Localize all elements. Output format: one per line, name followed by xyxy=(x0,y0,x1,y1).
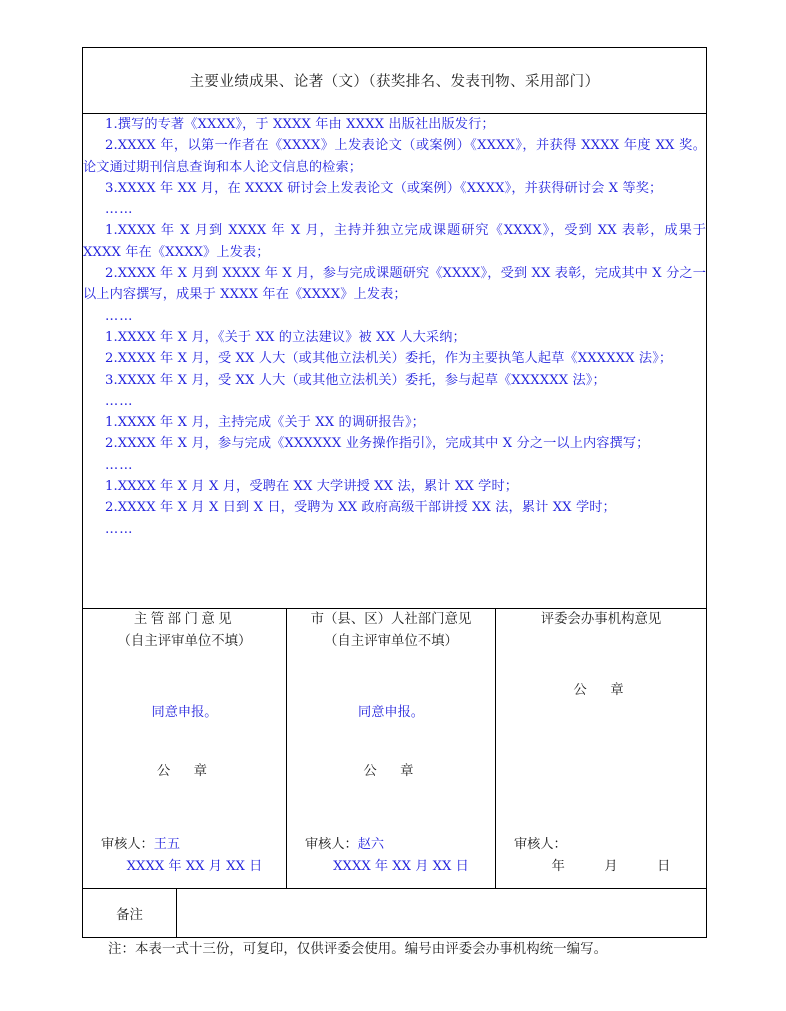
opinion-heading xyxy=(496,609,706,631)
opinion-heading-line1: 评委会办事机构意见 xyxy=(540,612,662,627)
remark-row xyxy=(83,889,707,938)
achievement-line: 3.XXXX 年 XX 月，在 XXXX 研讨会上发表论文（或案例）《XXXX》，并获得研讨会 X 等奖； xyxy=(105,180,663,196)
achievement-block xyxy=(83,327,706,412)
opinion-heading-line1: 主管部门意见 xyxy=(133,612,236,627)
reviewer-name: 赵六 xyxy=(357,837,385,852)
form-title-cell xyxy=(83,48,707,114)
title-row xyxy=(83,48,707,114)
footer-note: 注：本表一式十三份，可复印，仅供评委会使用。编号由评委会办事机构统一编写。 xyxy=(108,942,608,957)
reviewer-field xyxy=(514,834,696,856)
achievement-line: 2.XXXX 年 X 月到 XXXX 年 X 月，参与完成课题研究《XXXX》，受到 XX 表彰，完成其中 X 分之一以上内容撰写，成果于 XXXX 年在《XXXX》上发表； xyxy=(83,266,707,303)
achievement-line: 2.XXXX 年，以第一作者在《XXXX》上发表论文（或案例）《XXXX》，并获得 XXXX 年度 XX 奖。论文通过期刊信息查询和本人论文信息的检索； xyxy=(83,138,707,175)
achievements-row xyxy=(83,114,707,609)
opinion-signature-area xyxy=(305,834,485,878)
opinion-heading-line1: 市（县、区）人社部门意见 xyxy=(310,612,472,627)
opinion-heading-line2: （自主评审单位不填） xyxy=(117,634,252,649)
opinion-heading xyxy=(83,609,286,653)
opinion-heading-line2: （自主评审单位不填） xyxy=(324,634,458,649)
signature-date: XXXX 年 XX 月 XX 日 xyxy=(333,859,469,874)
achievement-line: 2.XXXX 年 X 月 X 日到 X 日，受聘为 XX 政府高级干部讲授 XX 法，累计 XX 学时； xyxy=(105,500,616,516)
achievement-ellipsis: …… xyxy=(105,393,134,409)
achievement-ellipsis: …… xyxy=(105,202,134,218)
achievement-block xyxy=(83,114,706,220)
opinion-column-municipal-hr-department[interactable] xyxy=(287,609,496,889)
opinion-column-supervising-department[interactable] xyxy=(83,609,287,889)
official-seal-label: 公 章 xyxy=(156,764,213,779)
opinion-agree-text: 同意申报。 xyxy=(151,705,218,720)
achievement-line: 1.XXXX 年 X 月，主持完成《关于 XX 的调研报告》； xyxy=(105,415,425,431)
achievement-line: 1.撰写的专著《XXXX》，于 XXXX 年由 XXXX 出版社出版发行； xyxy=(105,117,495,132)
reviewer-label: 审核人： xyxy=(305,837,358,852)
reviewer-field xyxy=(101,834,276,856)
achievement-block xyxy=(83,476,706,540)
opinion-column-committee-office[interactable] xyxy=(496,609,707,889)
reviewer-field xyxy=(305,834,485,856)
opinions-row xyxy=(83,609,707,889)
official-seal-label: 公 章 xyxy=(573,683,629,698)
achievement-ellipsis: …… xyxy=(105,521,134,537)
evaluation-form-table xyxy=(82,47,707,938)
achievement-ellipsis: …… xyxy=(105,308,134,324)
achievements-cell[interactable] xyxy=(83,114,707,609)
opinion-heading xyxy=(287,609,495,653)
opinion-agree-text: 同意申报。 xyxy=(358,705,424,720)
remark-value-cell[interactable] xyxy=(177,889,707,938)
official-seal-label: 公 章 xyxy=(363,764,419,779)
reviewer-label: 审核人： xyxy=(101,837,154,852)
reviewer-name: 王五 xyxy=(153,837,181,852)
achievement-line: 1.XXXX 年 X 月到 XXXX 年 X 月，主持并独立完成课题研究《XXXX》，受到 XX 表彰，成果于 XXXX 年在《XXXX》上发表； xyxy=(83,223,707,260)
signature-date: 年 月 日 xyxy=(551,859,671,874)
remark-label-cell: 备注 xyxy=(83,889,177,938)
page-title: 主要业绩成果、论著（文）（获奖排名、发表刊物、采用部门） xyxy=(189,74,600,90)
signature-date: XXXX 年 XX 月 XX 日 xyxy=(126,859,263,874)
reviewer-label: 审核人： xyxy=(514,837,567,852)
achievement-line: 2.XXXX 年 X 月，参与完成《XXXXXX 业务操作指引》，完成其中 X 分之一以上内容撰写； xyxy=(105,436,650,452)
achievement-block xyxy=(83,220,706,326)
opinion-signature-area xyxy=(514,834,696,878)
achievement-line: 3.XXXX 年 X 月，受 XX 人大（或其他立法机关）委托，参与起草《XXXXXX 法》； xyxy=(105,372,606,388)
achievement-line: 1.XXXX 年 X 月，《关于 XX 的立法建议》被 XX 人大采纳； xyxy=(105,329,466,345)
achievement-ellipsis: …… xyxy=(105,457,134,473)
achievement-block xyxy=(83,412,706,476)
opinion-signature-area xyxy=(101,834,276,878)
achievement-line: 2.XXXX 年 X 月，受 XX 人大（或其他立法机关）委托，作为主要执笔人起草《XXXXXX 法》； xyxy=(105,351,673,367)
achievement-line: 1.XXXX 年 X 月 X 月，受聘在 XX 大学讲授 XX 法，累计 XX 学时； xyxy=(105,479,519,495)
